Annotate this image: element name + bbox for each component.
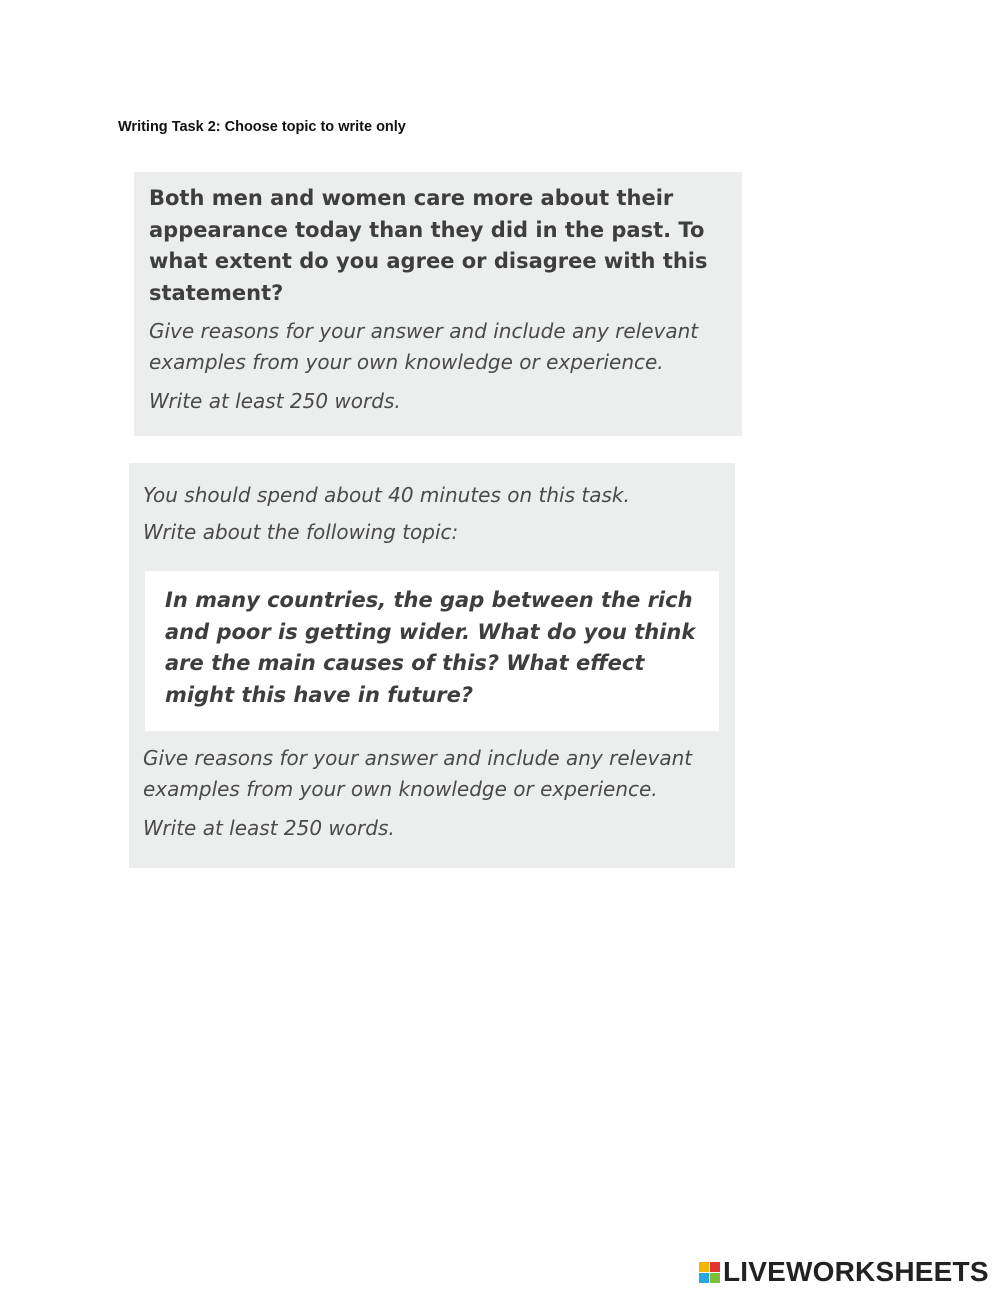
- task-instructions: Give reasons for your answer and include any relevant examples from your own knowledge or experience.: [143, 746, 693, 801]
- task-instructions: Give reasons for your answer and include any relevant examples from your own knowledge or experience.: [149, 319, 699, 374]
- task-prompt: Both men and women care more about their appearance today than they did in the past. To what extent do you agree or disagree with this statement?: [149, 186, 708, 305]
- word-count-instruction: Write at least 250 words.: [143, 816, 395, 840]
- topic-box: [145, 571, 719, 731]
- logo-square: [699, 1273, 709, 1283]
- word-count-instruction: Write at least 250 words.: [149, 389, 401, 413]
- time-instruction: You should spend about 40 minutes on this task.: [143, 483, 630, 507]
- logo-square: [699, 1262, 709, 1272]
- logo-icon: [699, 1262, 720, 1283]
- task-prompt: In many countries, the gap between the rich and poor is getting wider. What do you think are the main causes of this? What effect might this have in future?: [165, 588, 696, 707]
- liveworksheets-logo: [699, 1257, 989, 1287]
- logo-square: [710, 1262, 720, 1272]
- logo-text: LIVEWORKSHEETS: [723, 1256, 989, 1287]
- task-box-appearance: [134, 172, 742, 436]
- page-heading: Writing Task 2: Choose topic to write only: [118, 119, 406, 135]
- write-about-instruction: Write about the following topic:: [143, 520, 459, 544]
- task-box-rich-poor: [129, 463, 735, 868]
- logo-square: [710, 1273, 720, 1283]
